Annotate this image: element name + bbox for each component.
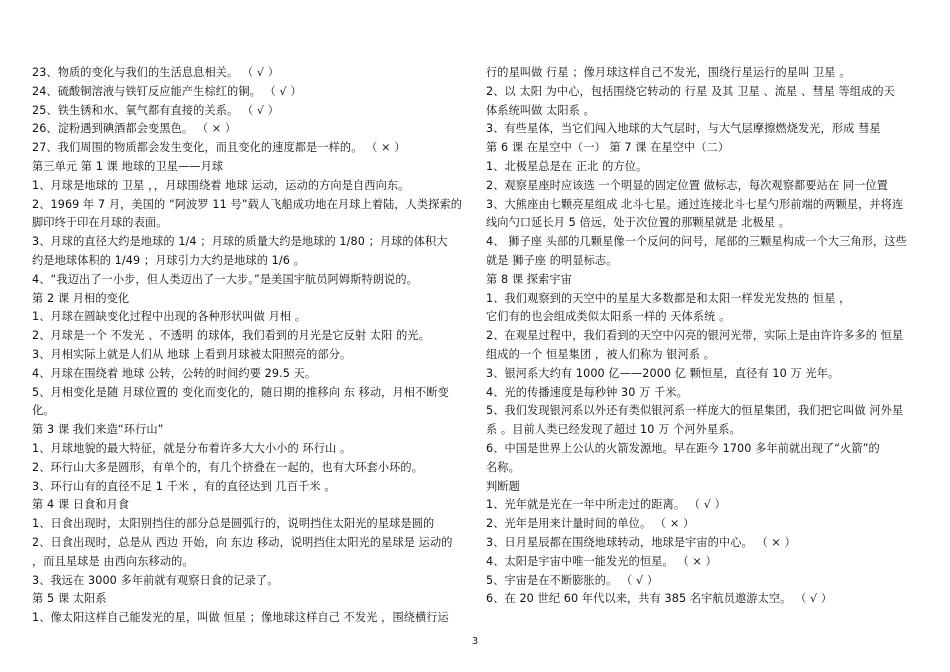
text-line: 1、像太阳这样自己能发光的星，叫做 恒星 ；像地球这样自己 不发光 ，围绕横行运 xyxy=(32,611,449,625)
text-line: 27、我们周围的物质都会发生变化，而且变化的速度都是一样的。 （ × ） xyxy=(32,141,406,155)
text-line: 4、太阳是宇宙中唯一能发光的恒星。 （ × ） xyxy=(486,554,717,568)
text-line: 4、 狮子座 头部的几颗星像一个反问的问号，尾部的三颗星构成一个大三角形，这些 xyxy=(486,235,907,249)
text-line: 3、日月星辰都在围绕地球转动，地球是宇宙的中心。 （ × ） xyxy=(486,535,796,549)
section-heading: 判断题 xyxy=(486,479,520,493)
section-heading: 第 8 课 探索宇宙 xyxy=(486,272,572,286)
text-line: 它们有的也会组成类似太阳系一样的 天体系统 。 xyxy=(486,310,731,324)
text-line: 1、日食出现时，太阳别挡住的部分总是圆弧行的，说明挡住太阳光的星球是圆的 xyxy=(32,517,435,531)
text-line: 4、“我迈出了一小步，但人类迈出了一大步。”是美国宇航员阿姆斯特朗说的。 xyxy=(32,272,418,286)
right-column xyxy=(486,64,922,609)
text-line: 2、月球是一个 不发光 、不透明 的球体，我们看到的月光是它反射 太阳 的光。 xyxy=(32,329,430,343)
text-line: 行的星叫做 行星 ；像月球这样自己不发光，围绕行星运行的星叫 卫星 。 xyxy=(486,66,851,79)
text-line: 23、物质的变化与我们的生活息息相关。 （ √ ） xyxy=(32,66,280,79)
text-line: 3、大熊座由七颗亮星组成 北斗七星。通过连接北斗七星勺形前端的两颗星，并将连 xyxy=(486,197,904,211)
text-line: 2、日食出现时，总是从 西边 开始，向 东边 移动，说明挡住太阳光的星球是 运动的 xyxy=(32,535,453,549)
text-line: 2、环行山大多是圆形，有单个的，有几个挤叠在一起的，也有大环套小环的。 xyxy=(32,460,423,474)
text-line: 4、月球在围绕着 地球 公转，公转的时间约要 29.5 天。 xyxy=(32,366,317,380)
text-line: 3、月球的直径大约是地球的 1/4 ；月球的质量大约是地球的 1/80 ；月球的体积大 xyxy=(32,235,448,249)
text-line: 2、1969 年 7 月，美国的 “阿波罗 11 号”载人飞船成功地在月球上着陆，人类探索的 xyxy=(32,197,463,211)
text-line: 1、光年就是光在一年中所走过的距离。 （ √ ） xyxy=(486,498,726,512)
text-line: 体系统叫做 太阳系 。 xyxy=(486,103,595,117)
text-line: 2、光年是用来计量时间的单位。 （ × ） xyxy=(486,517,695,531)
text-line: 1、月球在圆缺变化过程中出现的各种形状叫做 月相 。 xyxy=(32,310,307,324)
text-line: 2、观察星座时应该选 一个明显的固定位置 做标志，每次观察都要站在 同一位置 xyxy=(486,178,888,192)
section-heading: 第 5 课 太阳系 xyxy=(32,592,107,606)
text-line: 组成的一个 恒星集团 ，被人们称为 银河系 。 xyxy=(486,347,716,361)
text-line: 4、光的传播速度是每秒钟 30 万 千米。 xyxy=(486,385,688,399)
section-heading: 第 3 课 我们来造“环行山” xyxy=(32,423,164,437)
text-line: 26、淀粉遇到碘酒都会变黑色。 （ × ） xyxy=(32,122,237,136)
text-line: 5、我们发现银河系以外还有类似银河系一样庞大的恒星集团，我们把它叫做 河外星 xyxy=(486,404,904,418)
text-line: 1、月球地貌的最大特征，就是分布着许多大大小小的 环行山 。 xyxy=(32,441,352,455)
text-line: 系 。目前人类已经发现了超过 10 万 个河外星系。 xyxy=(486,423,741,437)
page-number: 3 xyxy=(471,636,479,647)
text-line: 5、月相变化是随 月球位置的 变化而变化的，随日期的推移向 东 移动，月相不断变 xyxy=(32,385,449,399)
text-line: 1、月球是地球的 卫星 ，，月球围绕着 地球 运动，运动的方向是自西向东。 xyxy=(32,178,410,192)
text-line: 25、铁生锈和水、氧气都有直接的关系。 （ √ ） xyxy=(32,103,280,117)
text-line: 2、在观星过程中，我们看到的天空中闪亮的银河光带，实际上是由许许多多的 恒星 xyxy=(486,329,904,343)
text-line: 1、我们观察到的天空中的星星大多数都是和太阳一样发光发热的 恒星 ， xyxy=(486,291,851,305)
left-column xyxy=(32,64,468,628)
text-line: 6、中国是世界上公认的火箭发源地。早在距今 1700 多年前就出现了“火箭”的 xyxy=(486,441,880,455)
text-line: 名称。 xyxy=(486,460,520,474)
text-line: 1、北极星总是在 正北 的方位。 xyxy=(486,159,648,173)
text-line: 3、我远在 3000 多年前就有观察日食的记录了。 xyxy=(32,573,279,587)
text-line: 3、月相实际上就是人们从 地球 上看到月球被太阳照亮的部分。 xyxy=(32,347,352,361)
text-line: 3、有些星体，当它们闯入地球的大气层时，与大气层摩擦燃烧发光，形成 彗星 xyxy=(486,122,881,136)
section-heading: 第 6 课 在星空中（一） 第 7 课 在星空中（二） xyxy=(486,141,730,155)
text-line: 24、硫酸铜溶液与铁钉反应能产生棕红的铜。 （ √ ） xyxy=(32,84,302,98)
text-line: 线向勺口延长月 5 倍远，处于次位置的那颗星就是 北极星 。 xyxy=(486,216,791,230)
section-heading: 第 4 课 日食和月食 xyxy=(32,498,130,512)
text-line: 化。 xyxy=(32,404,55,418)
text-line: 6、在 20 世纪 60 年代以来，共有 385 名宇航员遨游太空。 （ √ ） xyxy=(486,592,833,606)
text-line: 5、宇宙是在不断膨胀的。 （ √ ） xyxy=(486,573,659,587)
text-line: 2、以 太阳 为中心，包括围绕它转动的 行星 及其 卫星 、流星 、彗星 等组成的天 xyxy=(486,84,895,98)
section-heading: 第三单元 第 1 课 地球的卫星——月球 xyxy=(32,159,224,173)
section-heading: 第 2 课 月相的变化 xyxy=(32,291,130,305)
text-line: 3、银河系大约有 1000 亿——2000 亿 颗恒星，直径有 10 万 光年。 xyxy=(486,366,840,380)
text-line: 脚印终于印在月球的表面。 xyxy=(32,216,168,230)
text-line: ，而且星球是 由西向东移动的。 xyxy=(32,554,194,568)
text-line: 就是 狮子座 的明显标志。 xyxy=(486,253,618,267)
text-line: 约是地球体积的 1/49 ；月球引力大约是地球的 1/6 。 xyxy=(32,253,305,267)
text-line: 3、环行山有的直径不足 1 千米 ，有的直径达到 几百千米 。 xyxy=(32,479,336,493)
